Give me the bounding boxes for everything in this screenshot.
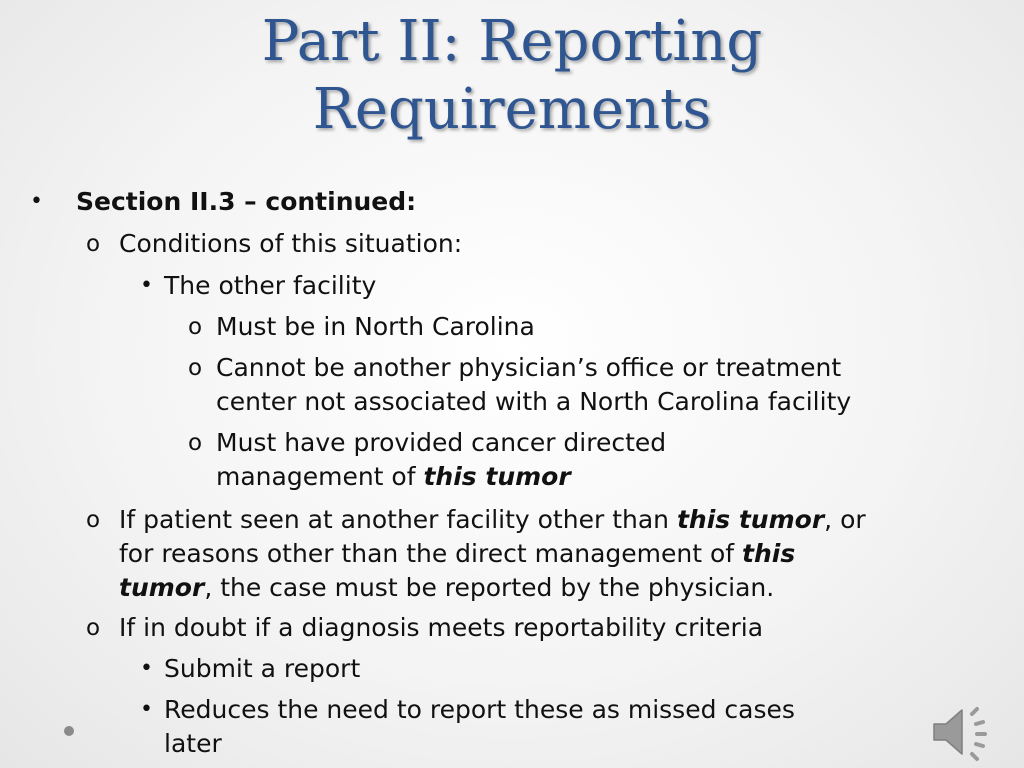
bullet-marker: o — [86, 231, 101, 257]
bullet-cannot — [188, 351, 851, 419]
speaker-icon[interactable] — [928, 698, 1000, 766]
bullet-submit — [140, 652, 360, 686]
bullet-marker: • — [140, 697, 153, 722]
emphasis-tumor: tumor — [119, 573, 205, 602]
must-have-line-2 — [216, 460, 666, 494]
must-have-line-2-prefix: management of — [216, 462, 424, 491]
if-patient-line-1 — [119, 503, 866, 537]
bullet-marker: • — [30, 189, 43, 214]
bullet-marker: • — [140, 656, 153, 681]
bullet-marker: o — [86, 507, 101, 533]
bullet-must-nc — [188, 310, 535, 344]
if-doubt-text: If in doubt if a diagnosis meets reportability criteria — [119, 613, 764, 642]
if-patient-line-3-b: , the case must be reported by the physician. — [204, 573, 775, 602]
must-have-line-1: Must have provided cancer directed — [216, 428, 667, 457]
bullet-if-patient — [86, 503, 866, 605]
emphasis-this-tumor: this tumor — [676, 505, 825, 534]
title-line-2: Requirements — [312, 77, 712, 142]
bullet-marker: o — [86, 615, 101, 641]
bullet-other-facility — [140, 269, 376, 303]
other-facility-text: The other facility — [164, 271, 377, 300]
emphasis-this: this — [742, 539, 796, 568]
conditions-text: Conditions of this situation: — [119, 229, 463, 258]
reduces-line-1: Reduces the need to report these as missed cases — [164, 695, 795, 724]
bullet-reduces — [140, 693, 795, 761]
bullet-conditions — [86, 227, 462, 261]
bullet-if-doubt — [86, 611, 763, 645]
cannot-line-1: Cannot be another physician’s office or treatment — [216, 353, 842, 382]
if-patient-line-1-a: If patient seen at another facility other than — [119, 505, 677, 534]
if-patient-line-2-a: for reasons other than the direct management of — [119, 539, 743, 568]
section-heading: Section II.3 – continued: — [76, 187, 417, 216]
title-line-1: Part II: Reporting — [261, 9, 763, 74]
reduces-line-2: later — [164, 729, 222, 758]
cannot-line-2: center not associated with a North Carolina facility — [216, 387, 852, 416]
bullet-marker: o — [188, 430, 203, 456]
bullet-section — [30, 185, 416, 219]
if-patient-line-3 — [119, 571, 866, 605]
bullet-marker: o — [188, 355, 203, 381]
slide-dot — [64, 726, 74, 736]
if-patient-line-2 — [119, 537, 866, 571]
bullet-marker: • — [140, 273, 153, 298]
submit-text: Submit a report — [164, 654, 361, 683]
bullet-must-have — [188, 426, 666, 494]
bullet-marker: o — [188, 314, 203, 340]
if-patient-line-1-b: , or — [824, 505, 866, 534]
emphasis-this-tumor: this tumor — [423, 462, 571, 491]
must-nc-text: Must be in North Carolina — [216, 312, 535, 341]
